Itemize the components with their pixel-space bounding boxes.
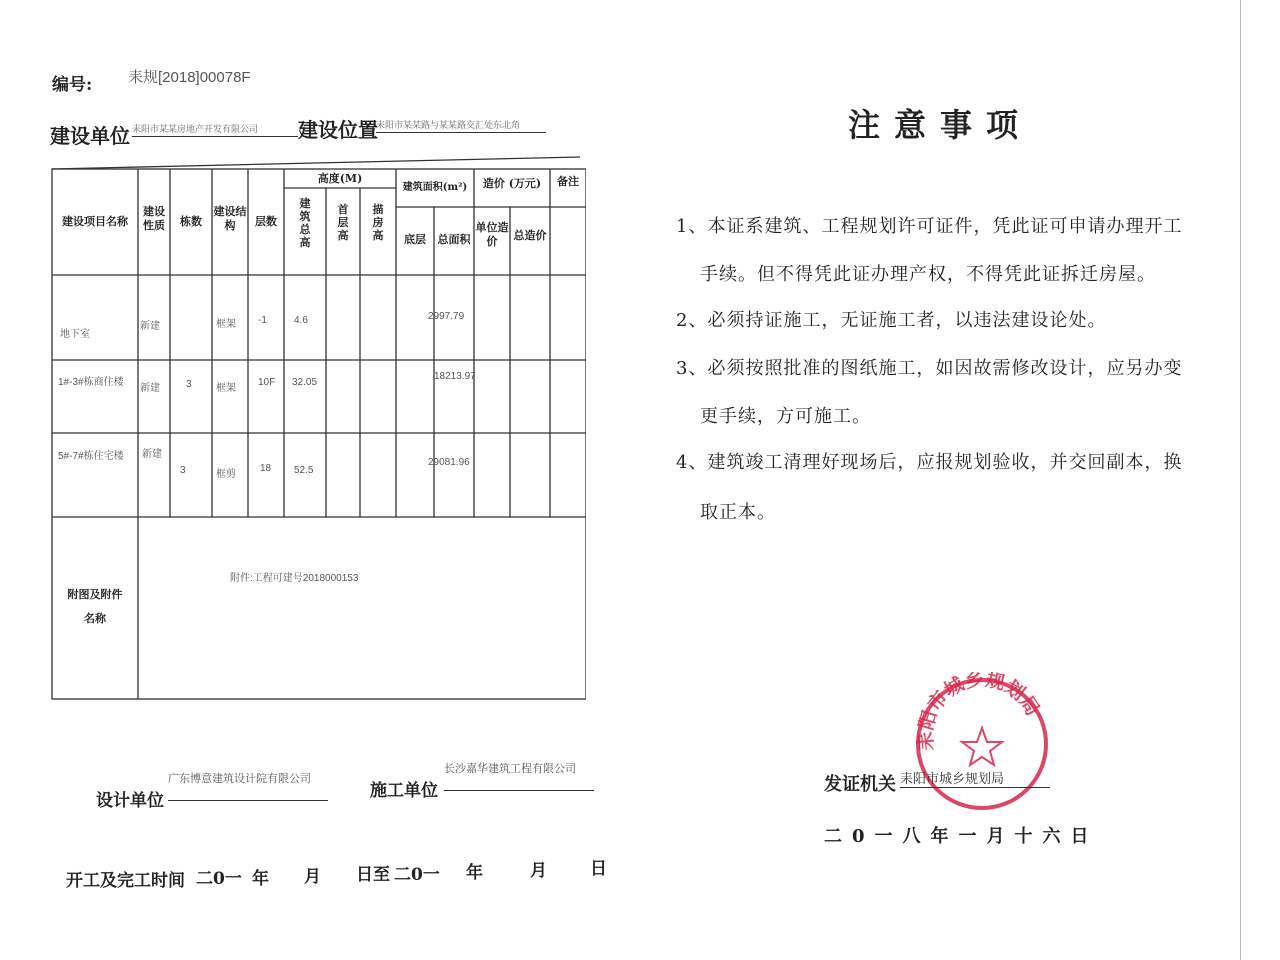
row3-structure: 框剪 xyxy=(216,469,236,480)
project-table xyxy=(50,155,586,700)
number-value: 耒规[2018]00078F xyxy=(128,69,251,86)
period-y1: 二0一 xyxy=(196,869,242,889)
period-month2: 月 xyxy=(530,861,547,881)
th-floors: 层数 xyxy=(255,215,277,228)
row3-nature: 新建 xyxy=(142,449,162,460)
notice-line-5: 更手续，方可施工。 xyxy=(700,406,871,427)
unit-value: 耒阳市某某房地产开发有限公司 xyxy=(132,122,298,137)
th-project-name: 建设项目名称 xyxy=(62,215,128,228)
th-nature: 建设性质 xyxy=(143,205,165,232)
th-cost-group: 造价 (万元) xyxy=(482,177,542,190)
row1-floors: -1 xyxy=(258,315,267,326)
row3-floors: 18 xyxy=(260,463,272,474)
period-year: 年 xyxy=(252,869,269,889)
row2-floors: 10F xyxy=(258,377,276,388)
build-label: 施工单位 xyxy=(370,781,438,801)
row2-area: 18213.97 xyxy=(434,371,476,382)
attach-label: 附图及附件名称 xyxy=(67,588,123,625)
th-area-base: 底层 xyxy=(404,233,426,246)
notice-line-1: 1、本证系建筑、工程规划许可证件，凭此证可申请办理开工 xyxy=(676,216,1183,237)
th-height-roof: 描房高 xyxy=(372,203,384,242)
scan-edge-line xyxy=(1240,0,1241,960)
location-label: 建设位置 xyxy=(298,118,378,142)
notice-line-6: 4、建筑竣工清理好现场后，应报规划验收，并交回副本，换 xyxy=(676,452,1183,473)
th-structure: 建设结构 xyxy=(213,205,247,232)
period-y2: 二0一 xyxy=(394,865,440,885)
th-area-group: 建筑面积(m²) xyxy=(402,182,468,193)
location-value: 耒阳市某某路与某某路交汇处东北角 xyxy=(376,118,546,133)
row1-structure: 框架 xyxy=(216,319,236,330)
th-cost-unit: 单位造价 xyxy=(475,221,509,248)
notice-line-7: 取正本。 xyxy=(700,502,776,523)
design-label: 设计单位 xyxy=(96,791,164,811)
row1-nature: 新建 xyxy=(140,321,160,332)
period-label: 开工及完工时间 xyxy=(66,871,185,891)
period-year2: 年 xyxy=(466,863,483,883)
issuer-value: 耒阳市城乡规划局 xyxy=(900,768,1050,788)
row3-area: 29081.96 xyxy=(428,457,470,468)
row1-height: 4.6 xyxy=(294,315,308,326)
th-height-total: 建筑总高 xyxy=(299,197,311,249)
unit-label: 建设单位 xyxy=(50,124,130,148)
notice-line-2: 手续。但不得凭此证办理产权，不得凭此证拆迁房屋。 xyxy=(700,264,1156,285)
row1-area: 2997.79 xyxy=(428,311,465,322)
row2-count: 3 xyxy=(186,379,192,390)
row2-name: 1#-3#栋商住楼 xyxy=(58,377,124,388)
row2-height: 32.05 xyxy=(292,377,318,388)
th-area-total: 总面积 xyxy=(437,233,471,246)
period-day-to: 日至 xyxy=(356,865,390,885)
attach-value: 附件:工程可建号2018000153 xyxy=(230,573,359,584)
seal-text: 耒阳市城乡规划局 xyxy=(914,672,1044,752)
issue-date: 二0一八年一月十六日 xyxy=(824,826,1099,847)
th-height-first: 首层高 xyxy=(337,203,349,242)
number-label: 编号: xyxy=(52,75,93,95)
notice-line-4: 3、必须按照批准的图纸施工，如因故需修改设计，应另办变 xyxy=(676,358,1183,379)
build-value: 长沙嘉华建筑工程有限公司 xyxy=(444,760,594,791)
period-day: 日 xyxy=(590,859,607,879)
row3-name: 5#-7#栋住宅楼 xyxy=(58,451,124,462)
th-count: 栋数 xyxy=(180,215,202,228)
row2-nature: 新建 xyxy=(140,383,160,394)
issuer-label: 发证机关 xyxy=(824,774,896,795)
notice-title: 注意事项 xyxy=(848,106,1033,144)
design-value: 广东博意建筑设计院有限公司 xyxy=(168,770,328,801)
row2-structure: 框架 xyxy=(216,383,236,394)
period-month: 月 xyxy=(304,867,321,887)
row1-name: 地下室 xyxy=(60,329,90,340)
notice-line-3: 2、必须持证施工，无证施工者，以违法建设论处。 xyxy=(676,310,1107,331)
row3-count: 3 xyxy=(180,465,186,476)
row3-height: 52.5 xyxy=(294,465,314,476)
th-cost-total: 总造价 xyxy=(513,229,547,242)
official-seal xyxy=(912,672,1052,812)
th-height-group: 高度(M) xyxy=(317,172,363,185)
th-remark: 备注 xyxy=(557,175,579,188)
